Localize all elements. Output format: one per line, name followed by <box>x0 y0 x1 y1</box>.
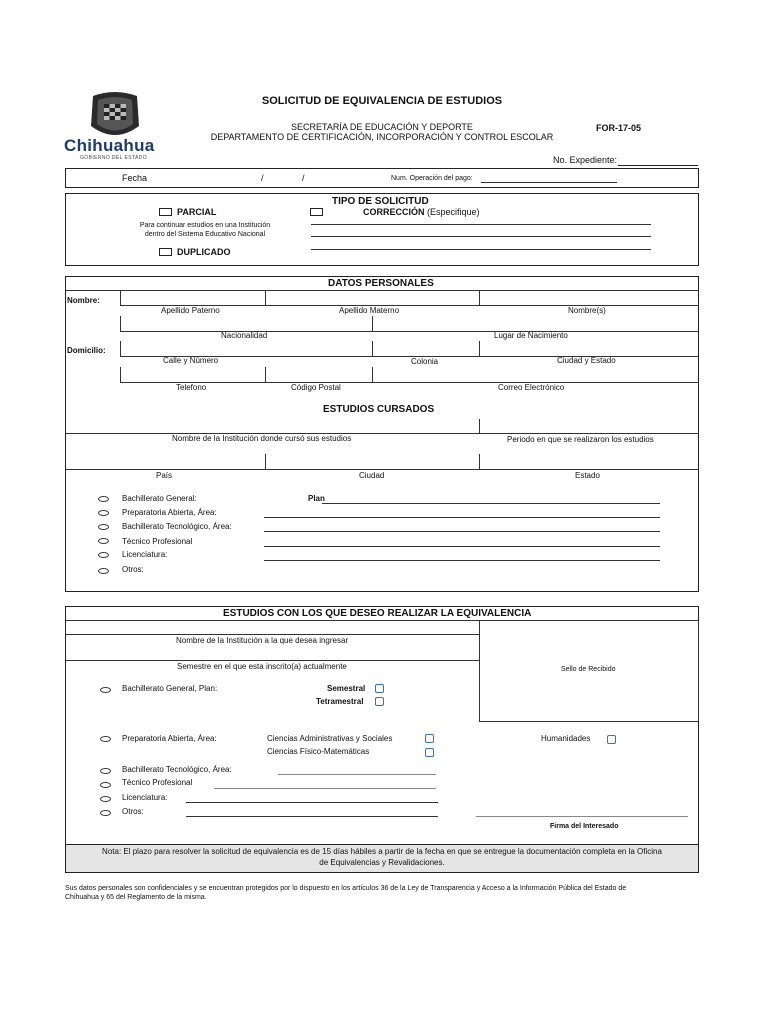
logo-tagline: GOBIERNO DEL ESTADO <box>80 155 148 161</box>
equiv-radio-otros[interactable] <box>100 810 111 816</box>
expediente-label: No. Expediente: <box>553 155 618 165</box>
equiv-radio-tecnico[interactable] <box>100 782 111 788</box>
plan-input-line[interactable] <box>322 503 660 504</box>
expediente-line[interactable] <box>618 165 698 166</box>
divider <box>479 419 480 433</box>
humanidades-label: Humanidades <box>541 734 591 743</box>
equiv-radio-bach-tec[interactable] <box>100 768 111 774</box>
divider <box>265 454 266 469</box>
divider <box>372 316 373 331</box>
parcial-note-1: Para continuar estudios en una Institución <box>139 222 271 229</box>
semestral-label: Semestral <box>327 684 366 693</box>
divider <box>265 367 266 382</box>
equiv-radio-bach-general[interactable] <box>100 687 111 693</box>
duplicado-label: DUPLICADO <box>177 247 231 257</box>
option-licenciatura: Licenciatura: <box>122 550 168 559</box>
equiv-bach-tec: Bachillerato Tecnológico, Área: <box>122 765 232 774</box>
nacionalidad-input-line[interactable] <box>120 331 698 332</box>
cursados-title: ESTUDIOS CURSADOS <box>323 404 435 415</box>
ciencias-fis-checkbox[interactable] <box>425 748 434 757</box>
equiv-institucion-input-line[interactable] <box>66 634 479 635</box>
option-bach-general: Bachillerato General: <box>122 494 197 503</box>
parcial-label: PARCIAL <box>177 207 217 217</box>
option-radio-otros[interactable] <box>98 568 109 574</box>
correccion-checkbox[interactable] <box>310 208 323 216</box>
equiv-prep-abierta: Preparatoria Abierta, Área: <box>122 734 217 743</box>
divider <box>479 290 480 305</box>
correccion-label <box>363 207 480 217</box>
correccion-line-1[interactable] <box>311 224 651 225</box>
equiv-licenciatura: Licenciatura: <box>122 793 168 802</box>
parcial-checkbox[interactable] <box>159 208 172 216</box>
equiv-bach-tec-input-line[interactable] <box>278 774 436 775</box>
humanidades-checkbox[interactable] <box>607 735 616 744</box>
divider <box>120 316 121 331</box>
cp-label: Código Postal <box>291 383 341 392</box>
operacion-label: Num. Operación del pago: <box>391 175 473 182</box>
equiv-radio-licenciatura[interactable] <box>100 796 111 802</box>
option-radio-prep-abierta[interactable] <box>98 510 109 516</box>
equiv-otros-input-line[interactable] <box>186 816 438 817</box>
fecha-label: Fecha <box>122 173 148 183</box>
apellido-materno-label: Apellido Materno <box>339 306 400 315</box>
especifique-text: (Especifique) <box>427 207 480 217</box>
ciudad-label: Ciudad <box>359 471 385 480</box>
nombres-label: Nombre(s) <box>568 306 606 315</box>
nota-line-2: de Equivalencias y Revalidaciones. <box>319 858 445 867</box>
equivalencia-title: ESTUDIOS CON LOS QUE DESEO REALIZAR LA EQUIVALENCIA <box>223 608 532 619</box>
equiv-radio-prep-abierta[interactable] <box>100 736 111 742</box>
divider <box>120 290 121 305</box>
nombre-label: Nombre: <box>67 296 100 305</box>
firma-label: Firma del Interesado <box>550 823 619 830</box>
tipo-title: TIPO DE SOLICITUD <box>332 196 429 207</box>
state-seal-icon <box>60 90 170 142</box>
page-title: SOLICITUD DE EQUIVALENCIA DE ESTUDIOS <box>261 95 503 107</box>
divider <box>372 367 373 382</box>
ciudad-estado-label: Ciudad y Estado <box>557 356 616 365</box>
fecha-slash-1: / <box>261 173 264 183</box>
ciencias-adm-checkbox[interactable] <box>425 734 434 743</box>
periodo-label: Periodo en que se realizaron los estudios <box>507 435 654 444</box>
plan-label: Plan <box>308 494 325 503</box>
semestral-checkbox[interactable] <box>375 684 384 693</box>
correccion-line-2[interactable] <box>311 236 651 237</box>
pais-input-line[interactable] <box>66 469 698 470</box>
logo <box>60 90 170 162</box>
divider <box>265 290 266 305</box>
nota-line-1: Nota: El plazo para resolver la solicitud de equivalencia es de 15 días hábiles a partir de la fecha en que se entregue la documentación completa en la Oficina <box>102 847 662 856</box>
correccion-text: CORRECCIÓN <box>363 207 425 217</box>
option-radio-bach-tec[interactable] <box>98 524 109 530</box>
footer-line-1: Sus datos personales son confidenciales y se encuentran protegidos por lo dispuesto en los artículos 36 de la Ley de Transparencia y Acceso a la Información Pública del Estado de <box>65 885 627 892</box>
option-radio-bach-general[interactable] <box>98 496 109 502</box>
operacion-input-line[interactable] <box>481 182 617 183</box>
calle-label: Calle y Número <box>163 356 219 365</box>
option-bach-tec: Bachillerato Tecnológico, Área: <box>122 522 232 531</box>
divider <box>372 341 373 356</box>
subtitle-secretaria: SECRETARÍA DE EDUCACIÓN Y DEPORTE <box>291 122 473 132</box>
datos-title-separator <box>66 290 698 291</box>
parcial-note-2: dentro del Sistema Educativo Nacional <box>144 231 266 238</box>
option-tecnico: Técnico Profesional <box>122 537 193 546</box>
datos-title: DATOS PERSONALES <box>328 278 434 289</box>
lugar-nacimiento-label: Lugar de Nacimiento <box>494 331 568 340</box>
equiv-institucion-label: Nombre de la Institución a la que desea ingresar <box>176 636 349 645</box>
tetramestral-checkbox[interactable] <box>375 697 384 706</box>
domicilio-label: Domicilio: <box>67 346 106 355</box>
sello-label: Sello de Recibido <box>561 666 616 673</box>
option-radio-tecnico[interactable] <box>98 538 109 544</box>
equiv-otros: Otros: <box>122 807 144 816</box>
equiv-tecnico: Técnico Profesional <box>122 778 193 787</box>
ciencias-fis-label: Ciencias Físico-Matemáticas <box>267 747 370 756</box>
colonia-label: Colonia <box>411 357 439 366</box>
ciencias-adm-label: Ciencias Administrativas y Sociales <box>267 734 393 743</box>
tecnico-input-line[interactable] <box>264 546 660 547</box>
institucion-input-line[interactable] <box>66 433 698 434</box>
apellido-paterno-label: Apellido Paterno <box>161 306 220 315</box>
tetramestral-label: Tetramestral <box>316 697 364 706</box>
form-code: FOR-17-05 <box>596 123 642 133</box>
telefono-input-line[interactable] <box>120 382 698 383</box>
duplicado-checkbox[interactable] <box>159 248 172 256</box>
divider <box>479 454 480 469</box>
footer-line-2: Chihuahua y 65 del Reglamento de la misma. <box>65 894 207 901</box>
option-radio-licenciatura[interactable] <box>98 552 109 558</box>
bach-tec-input-line[interactable] <box>264 531 660 532</box>
semestre-label: Semestre en el que esta inscrito(a) actualmente <box>177 662 347 671</box>
divider <box>120 341 121 356</box>
pais-label: País <box>156 471 173 480</box>
telefono-label: Telefono <box>176 383 207 392</box>
subtitle-departamento: DEPARTAMENTO DE CERTIFICACIÓN, INCORPORACIÓN Y CONTROL ESCOLAR <box>210 132 554 142</box>
equiv-bach-general: Bachillerato General, Plan: <box>122 684 218 693</box>
option-prep-abierta: Preparatoria Abierta, Área: <box>122 508 217 517</box>
licenciatura-input-line[interactable] <box>264 560 660 561</box>
prep-abierta-input-line[interactable] <box>264 517 660 518</box>
estado-label: Estado <box>575 471 600 480</box>
fecha-row <box>65 168 699 188</box>
correccion-line-3[interactable] <box>311 249 651 250</box>
divider <box>479 341 480 356</box>
nacionalidad-label: Nacionalidad <box>221 331 268 340</box>
equiv-licenciatura-input-line[interactable] <box>186 802 438 803</box>
correo-label: Correo Electrónico <box>498 383 565 392</box>
semestre-input-line[interactable] <box>66 660 479 661</box>
divider <box>120 367 121 382</box>
fecha-slash-2: / <box>302 173 305 183</box>
logo-name: Chihuahua <box>64 136 155 155</box>
option-otros: Otros: <box>122 565 144 574</box>
firma-line[interactable] <box>476 816 688 817</box>
equiv-tecnico-input-line[interactable] <box>214 788 436 789</box>
institucion-label: Nombre de la Institución donde cursó sus estudios <box>172 434 352 443</box>
